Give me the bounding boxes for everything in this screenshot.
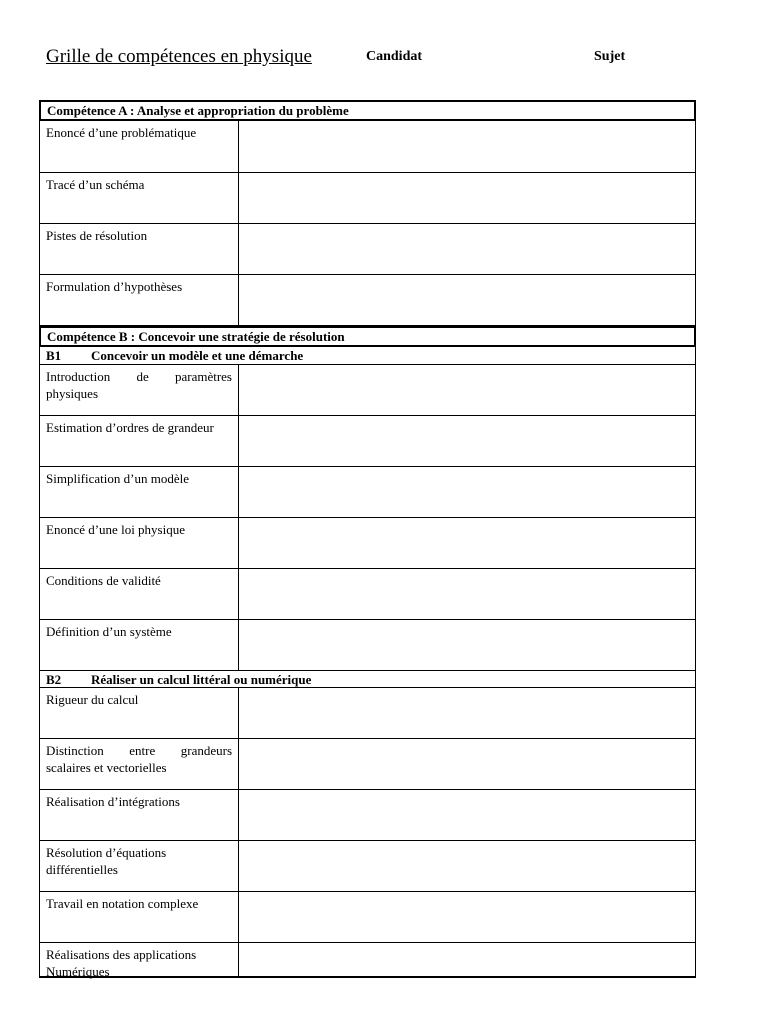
criterion-label: Réalisation d’intégrations (46, 794, 180, 809)
grid-row (39, 364, 696, 416)
evaluation-cell[interactable] (239, 416, 695, 466)
page-header (46, 43, 706, 73)
grid-row (39, 275, 696, 326)
criterion-label: Pistes de résolution (46, 228, 148, 243)
evaluation-cell[interactable] (239, 841, 695, 891)
grid-row (39, 416, 696, 467)
subsection-code: B1 (46, 348, 62, 363)
evaluation-cell[interactable] (239, 739, 695, 789)
grid-row (39, 569, 696, 620)
subsection-label: Concevoir un modèle et une démarche (91, 348, 304, 363)
criterion-label: Conditions de validité (46, 573, 161, 588)
criterion-label: Distinction entre grandeurs scalaires et vectorielles (46, 743, 232, 775)
evaluation-cell[interactable] (239, 790, 695, 840)
criterion-label: Estimation d’ordres de grandeur (46, 420, 214, 435)
sujet-label: Sujet (594, 49, 626, 64)
evaluation-cell[interactable] (239, 467, 695, 517)
grid-row (39, 224, 696, 275)
grid-row (39, 620, 696, 671)
criterion-label: Rigueur du calcul (46, 692, 139, 707)
criterion-label: Enoncé d’une problématique (46, 125, 197, 140)
section-header-a (39, 100, 696, 121)
grid-row (39, 173, 696, 224)
criterion-label: Enoncé d’une loi physique (46, 522, 185, 537)
evaluation-cell[interactable] (239, 365, 695, 415)
candidat-label: Candidat (366, 49, 423, 64)
subsection-label: Réaliser un calcul littéral ou numérique (91, 672, 312, 687)
evaluation-cell[interactable] (239, 518, 695, 568)
criterion-label: Simplification d’un modèle (46, 471, 189, 486)
criterion-label: Réalisations des applications Numériques (46, 947, 197, 979)
grid-row (39, 467, 696, 518)
evaluation-cell[interactable] (239, 892, 695, 942)
criterion-label: Tracé d’un schéma (46, 177, 145, 192)
subsection-code: B2 (46, 672, 62, 687)
evaluation-cell[interactable] (239, 121, 695, 172)
criterion-label: Introduction de paramètres physiques (46, 369, 232, 401)
section-b-label: Compétence B : Concevoir une stratégie de résolution (47, 329, 345, 344)
grid-row (39, 518, 696, 569)
evaluation-cell[interactable] (239, 943, 695, 976)
evaluation-cell[interactable] (239, 688, 695, 738)
criterion-label: Définition d’un système (46, 624, 172, 639)
grid-row (39, 790, 696, 841)
evaluation-cell[interactable] (239, 569, 695, 619)
grid-row (39, 943, 696, 978)
subsection-header-b1 (39, 347, 696, 365)
grid-row (39, 892, 696, 943)
grid-row (39, 841, 696, 892)
criterion-label: Résolution d’équations différentielles (46, 845, 167, 877)
criterion-label: Formulation d’hypothèses (46, 279, 183, 294)
grid-row (39, 687, 696, 739)
section-header-b (39, 326, 696, 347)
evaluation-cell[interactable] (239, 275, 695, 325)
grid-row (39, 739, 696, 790)
evaluation-cell[interactable] (239, 173, 695, 223)
page-title: Grille de compétences en physique (46, 46, 312, 67)
evaluation-cell[interactable] (239, 620, 695, 670)
evaluation-cell[interactable] (239, 224, 695, 274)
grid-row (39, 121, 696, 173)
criterion-label: Travail en notation complexe (46, 896, 199, 911)
section-a-label: Compétence A : Analyse et appropriation du problème (47, 103, 349, 118)
competence-grid (39, 100, 696, 978)
